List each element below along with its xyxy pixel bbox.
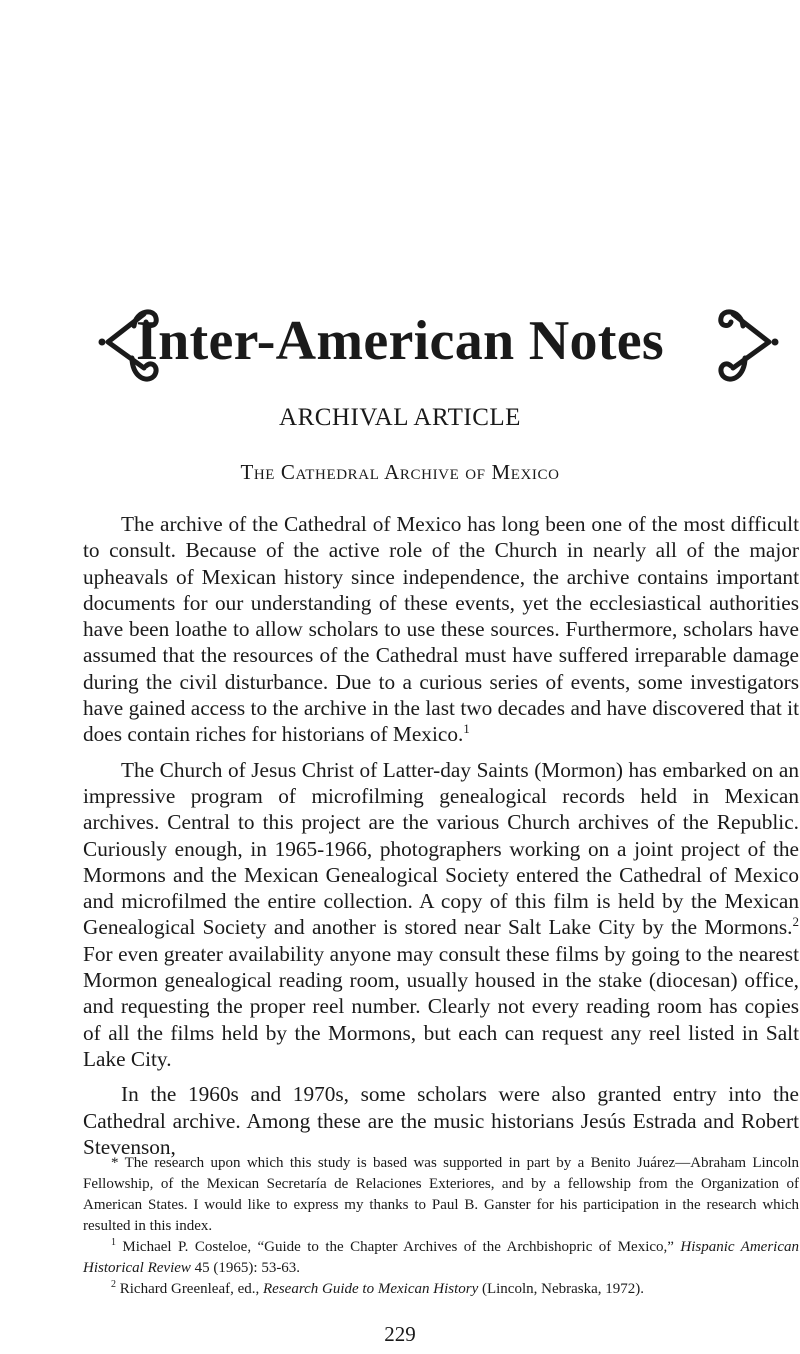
note-ref-1: 1 [463, 721, 470, 737]
paragraph-2 [83, 757, 799, 1073]
footnote-1 [83, 1237, 799, 1279]
paragraph-2-text-a: The Church of Jesus Christ of Latter-day Saints (Mormon) has embarked on an impressive program of microfilming genealogical records held in Mexican archives. Central to this project are the various Church archives of the Republic. Curiously enough, in 1965-1966, photographers working on a joint project of the Mormons and the Mexican Genealogical Society entered the Cathedral of Mexico and microfilmed the entire collection. A copy of this film is held by the Mexican Genealogical Society and another is stored near Salt Lake City by the Mormons. [83, 757, 799, 940]
footnote-1-journal: Hispanic American Historical Review [83, 1239, 799, 1276]
footnote-1-mark: 1 [111, 1237, 116, 1248]
footnote-2 [83, 1279, 799, 1300]
section-label: ARCHIVAL ARTICLE [279, 404, 521, 431]
paragraph-3-text: In the 1960s and 1970s, some scholars were also granted entry into the Cathedral archive. Among these are the music historians Jesús Estrada and Robert Stevenson, [83, 1082, 799, 1159]
article-title: The Cathedral Archive of Mexico [240, 460, 560, 484]
article-body [83, 511, 799, 1160]
footnote-star-text: The research upon which this study is based was supported in part by a Benito Juárez—Abraham Lincoln Fellowship, of the Mexican Secretaría de Relaciones Exteriores, and by a fellowship from the Organization of American States. I would like to express my thanks to Paul B. Ganster for his participation in the research which resulted in this index. [83, 1155, 799, 1234]
paragraph-1-text: The archive of the Cathedral of Mexico has long been one of the most difficult to consult. Because of the active role of the Church in nearly all of the major upheavals of Mexican history since independence, the archive contains important documents for our understanding of these events, yet the ecclesiastical authorities have been loathe to allow scholars to use these sources. Furthermore, scholars have assumed that the resources of the Cathedral must have suffered irreparable damage during the civil disturbance. Due to a curious series of events, some investigators have gained access to the archive in the last two decades and have discovered that it does contain riches for historians of Mexico. [83, 512, 799, 747]
footnote-2-book: Research Guide to Mexican History [263, 1281, 479, 1297]
footnote-2-mark: 2 [111, 1279, 116, 1290]
section-heading: Inter-American Notes [136, 310, 664, 372]
note-ref-2: 2 [792, 914, 799, 930]
right-ornament-icon [705, 296, 785, 396]
paragraph-1 [83, 511, 799, 748]
footnote-1-text-b: 45 (1965): 53-63. [190, 1260, 301, 1276]
footnote-2-text-a: Richard Greenleaf, ed., [119, 1281, 264, 1297]
footnotes [83, 1153, 799, 1300]
paragraph-3 [83, 1081, 799, 1160]
footnote-1-text-a: Michael P. Costeloe, “Guide to the Chapter Archives of the Archbishopric of Mexico,” [122, 1239, 681, 1255]
footnote-star-mark: * [111, 1155, 119, 1171]
footnote-star [83, 1153, 799, 1237]
page-number: 229 [384, 1322, 416, 1346]
footnote-2-text-b: (Lincoln, Nebraska, 1972). [478, 1281, 645, 1297]
section-heading-row [0, 296, 800, 396]
paragraph-2-text-b: For even greater availability anyone may consult these films by going to the nearest Mormon genealogical reading room, usually housed in the stake (diocesan) office, and requesting the proper reel number. Clearly not every reading room has copies of all the films held by the Mormons, but each can request any reel listed in Salt Lake City. [83, 941, 799, 1071]
